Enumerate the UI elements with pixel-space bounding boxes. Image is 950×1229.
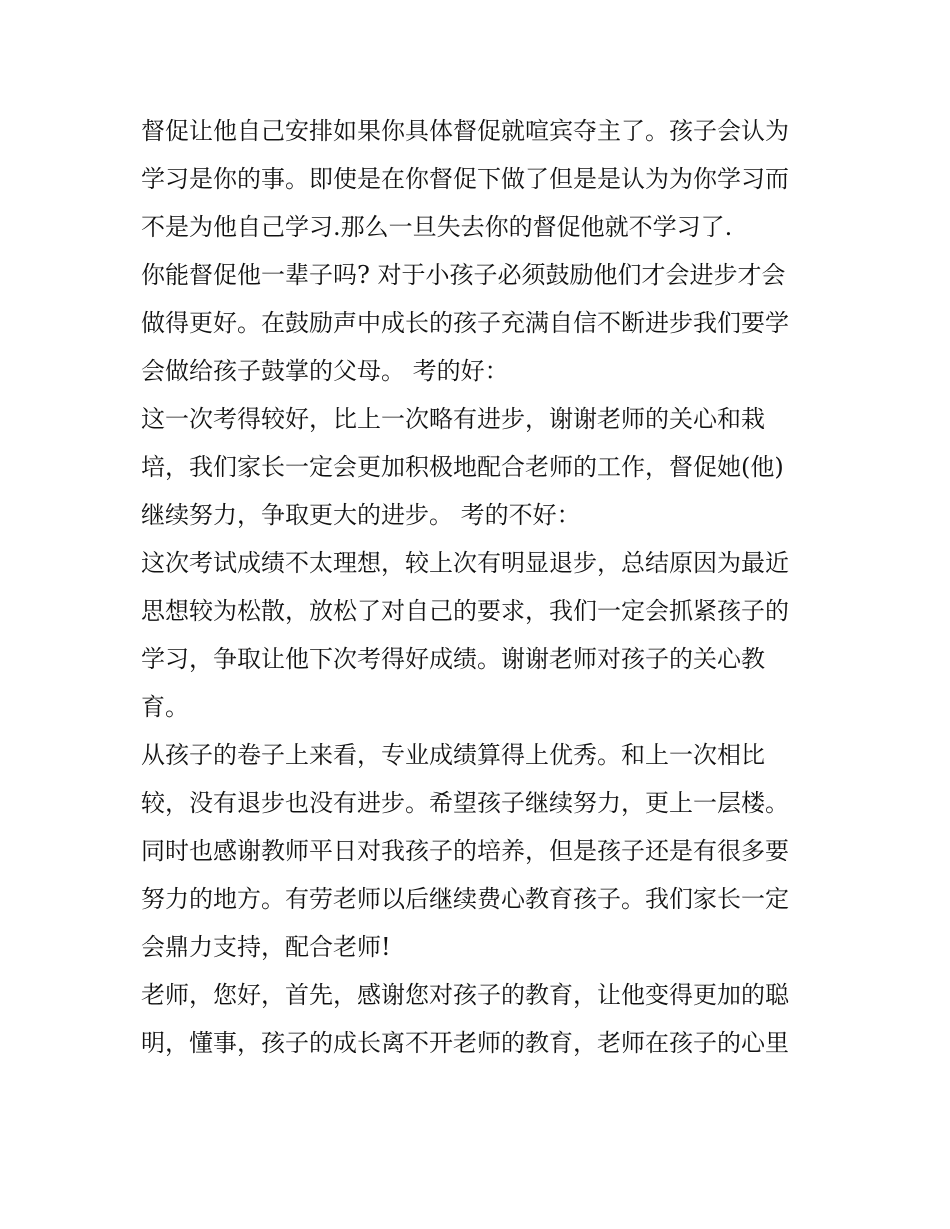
text-line: 明，懂事，孩子的成长离不开老师的教育，老师在孩子的心里 bbox=[141, 1029, 789, 1057]
text-line: 你能督促他一辈子吗? 对于小孩子必须鼓励他们才会进步才会 bbox=[141, 261, 786, 289]
document-body bbox=[141, 107, 821, 1067]
text-line: 学习是你的事。即使是在你督促下做了但是是认为为你学习而 bbox=[141, 165, 789, 193]
text-line: 督促让他自己安排如果你具体督促就喧宾夺主了。孩子会认为 bbox=[141, 117, 789, 145]
text-line: 会鼎力支持，配合老师! bbox=[141, 933, 391, 961]
text-line: 这一次考得较好，比上一次略有进步，谢谢老师的关心和栽 bbox=[141, 405, 765, 433]
text-line: 培，我们家长一定会更加积极地配合老师的工作，督促她(他) bbox=[141, 453, 784, 481]
text-line: 老师，您好，首先，感谢您对孩子的教育，让他变得更加的聪 bbox=[141, 981, 789, 1009]
text-line: 育。 bbox=[141, 693, 189, 721]
text-line: 同时也感谢教师平日对我孩子的培养，但是孩子还是有很多要 bbox=[141, 837, 789, 865]
text-line: 思想较为松散，放松了对自己的要求，我们一定会抓紧孩子的 bbox=[141, 597, 789, 625]
text-line: 从孩子的卷子上来看，专业成绩算得上优秀。和上一次相比 bbox=[141, 741, 765, 769]
text-line: 继续努力，争取更大的进步。 考的不好： bbox=[141, 501, 581, 529]
text-line: 学习，争取让他下次考得好成绩。谢谢老师对孩子的关心教 bbox=[141, 645, 765, 673]
text-line: 不是为他自己学习.那么一旦失去你的督促他就不学习了. bbox=[141, 213, 733, 241]
text-line: 做得更好。在鼓励声中成长的孩子充满自信不断进步我们要学 bbox=[141, 309, 789, 337]
text-line: 会做给孩子鼓掌的父母。 考的好： bbox=[141, 357, 509, 385]
text-line: 努力的地方。有劳老师以后继续费心教育孩子。我们家长一定 bbox=[141, 885, 789, 913]
text-line: 较，没有退步也没有进步。希望孩子继续努力，更上一层楼。 bbox=[141, 789, 789, 817]
text-line: 这次考试成绩不太理想，较上次有明显退步，总结原因为最近 bbox=[141, 549, 789, 577]
